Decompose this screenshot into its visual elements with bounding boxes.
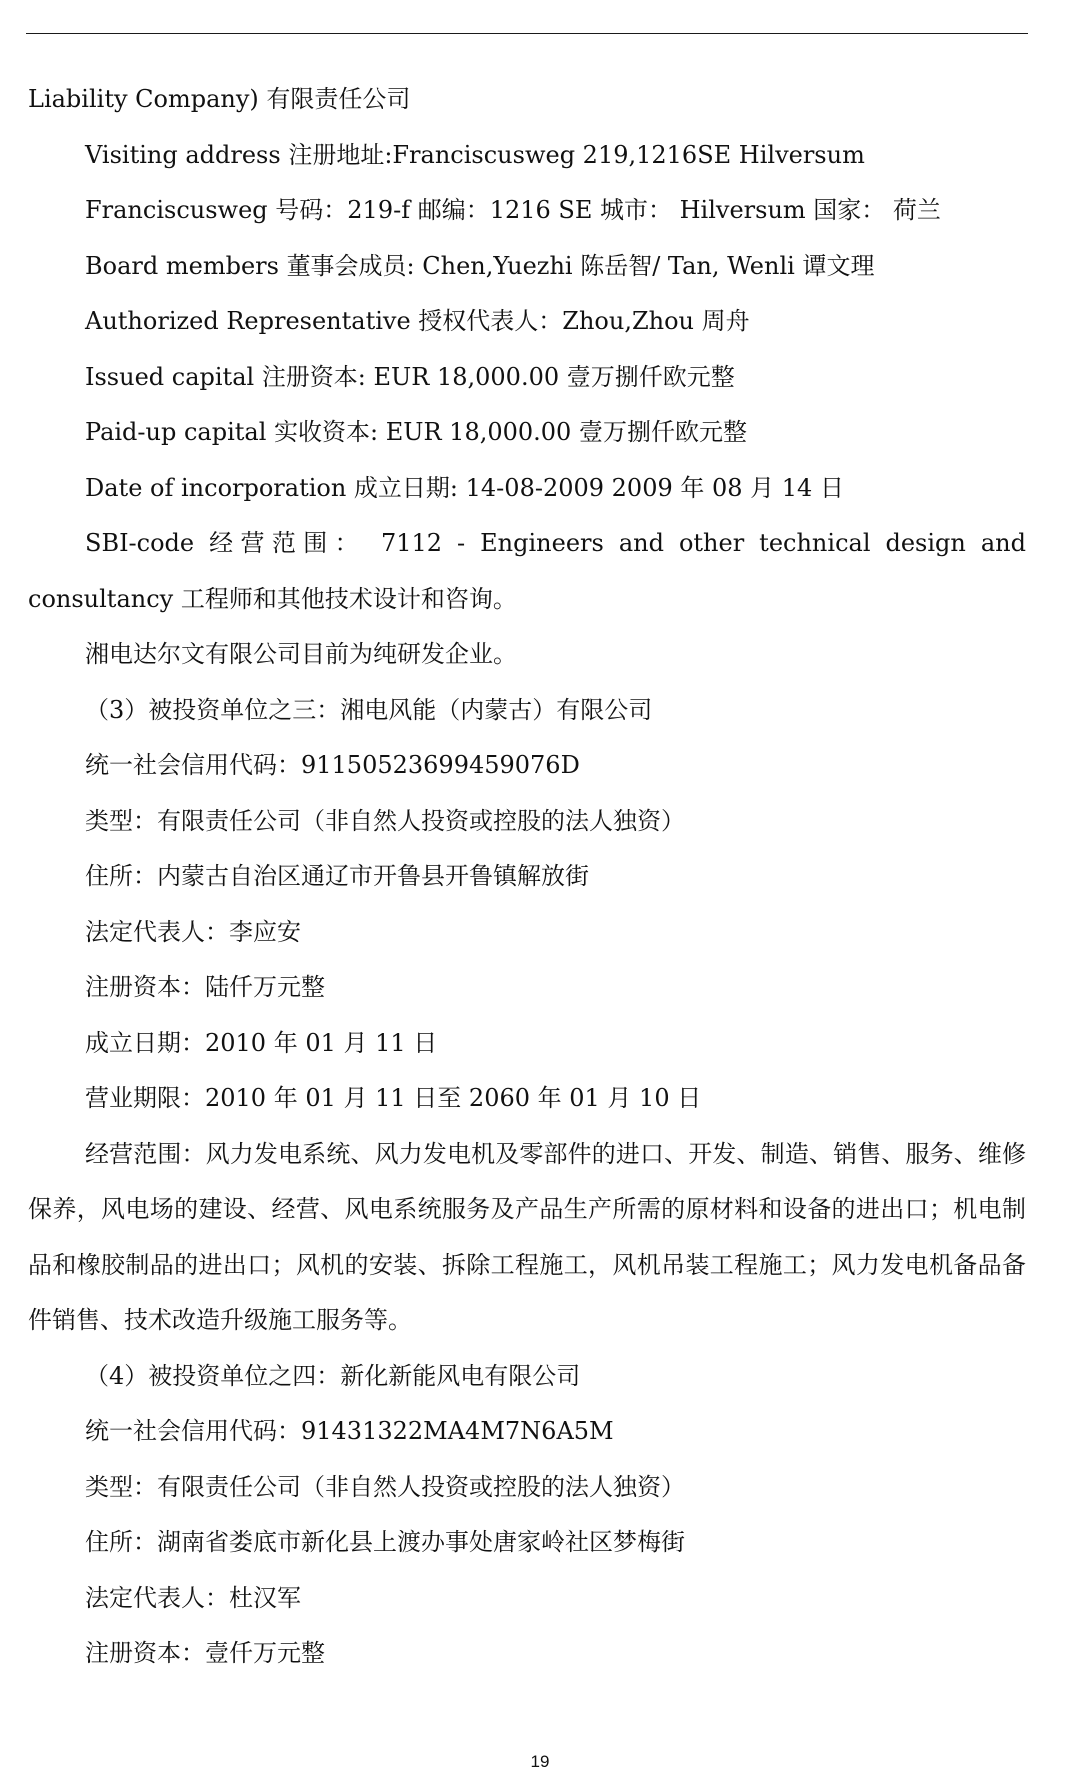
page-number: 19 <box>530 1752 550 1771</box>
paragraph: Visiting address 注册地址:Franciscusweg 219,1216SE Hilversum <box>85 140 865 169</box>
paragraph: 注册资本：陆仟万元整 <box>85 973 325 1001</box>
document-body <box>28 72 1026 1682</box>
paragraph: Date of incorporation 成立日期: 14-08-2009 2009 年 08 月 14 日 <box>85 473 844 502</box>
header-rule <box>26 33 1028 34</box>
paragraph: 湘电达尔文有限公司目前为纯研发企业。 <box>85 640 517 668</box>
paragraph: 注册资本：壹仟万元整 <box>85 1639 325 1667</box>
paragraph: 统一社会信用代码：91150523699459076D <box>85 751 580 779</box>
paragraph: Board members 董事会成员: Chen,Yuezhi 陈岳智/ Tan, Wenli 谭文理 <box>85 251 875 280</box>
paragraph: Franciscusweg 号码：219-f 邮编：1216 SE 城市： Hilversum 国家： 荷兰 <box>85 196 941 224</box>
paragraph: Liability Company) 有限责任公司 <box>28 85 411 113</box>
paragraph: SBI-code 经营范围： 7112 - Engineers and other technical design and consultancy 工程师和其他技术设计和咨询。 <box>28 529 1026 613</box>
paragraph: Issued capital 注册资本: EUR 18,000.00 壹万捌仟欧元整 <box>85 362 735 391</box>
paragraph: 营业期限：2010 年 01 月 11 日至 2060 年 01 月 10 日 <box>85 1084 702 1112</box>
paragraph: 住所：内蒙古自治区通辽市开鲁县开鲁镇解放街 <box>85 862 589 890</box>
section-heading: （3）被投资单位之三：湘电风能（内蒙古）有限公司 <box>85 695 653 724</box>
paragraph: 类型：有限责任公司（非自然人投资或控股的法人独资） <box>85 1472 685 1501</box>
paragraph: 成立日期：2010 年 01 月 11 日 <box>85 1028 438 1057</box>
paragraph: 住所：湖南省娄底市新化县上渡办事处唐家岭社区梦梅街 <box>85 1528 685 1556</box>
paragraph: Authorized Representative 授权代表人：Zhou,Zhou 周舟 <box>85 307 750 335</box>
paragraph: 经营范围：风力发电系统、风力发电机及零部件的进口、开发、制造、销售、服务、维修保养，风电场的建设、经营、风电系统服务及产品生产所需的原材料和设备的进出口；机电制品和橡胶制品的进出口；风机的安装、拆除工程施工，风机吊装工程施工；风力发电机备品备件销售、技术改造升级施工服务等。 <box>28 1139 1026 1334</box>
paragraph: 类型：有限责任公司（非自然人投资或控股的法人独资） <box>85 806 685 835</box>
paragraph: Paid-up capital 实收资本: EUR 18,000.00 壹万捌仟欧元整 <box>85 418 747 446</box>
paragraph: 法定代表人：杜汉军 <box>85 1583 301 1612</box>
section-heading: （4）被投资单位之四：新化新能风电有限公司 <box>85 1361 581 1390</box>
paragraph: 法定代表人：李应安 <box>85 917 301 946</box>
paragraph: 统一社会信用代码：91431322MA4M7N6A5M <box>85 1417 614 1445</box>
